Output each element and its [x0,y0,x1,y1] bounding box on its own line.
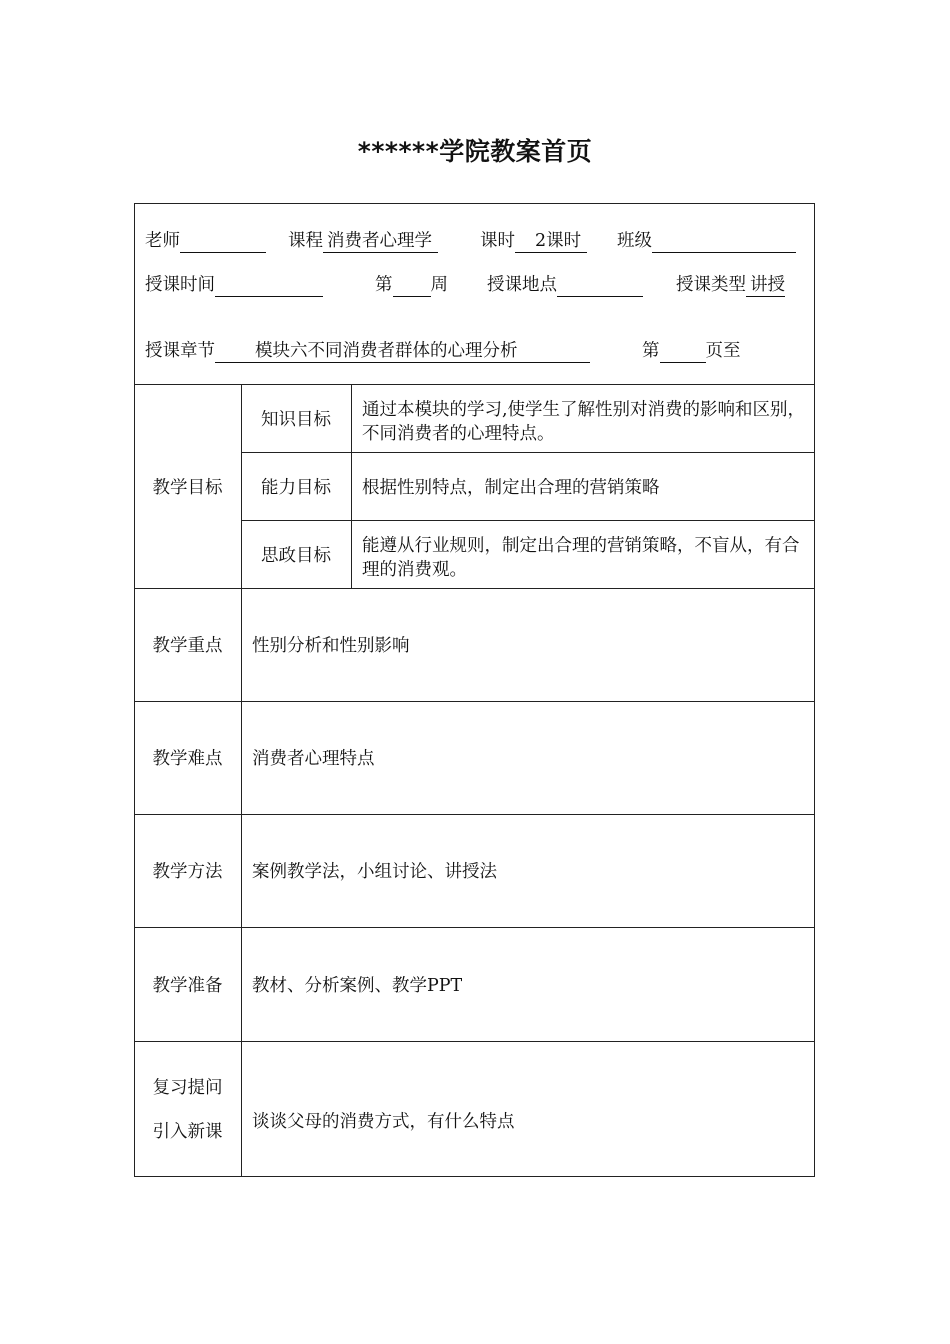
time-field [145,273,323,297]
course-value[interactable]: 消费者心理学 [323,230,438,253]
page-suffix: 页至 [705,341,741,361]
divider [134,588,815,589]
preparation-label: 教学准备 [152,976,223,996]
header-row-3 [145,339,805,365]
type-label: 授课类型 [676,275,746,295]
divider [134,814,815,815]
divider [134,701,815,702]
divider [134,384,815,385]
teacher-value[interactable] [180,230,266,253]
chapter-field [145,339,590,363]
location-label: 授课地点 [487,275,557,295]
difficulties-text: 消费者心理特点 [252,749,375,769]
hours-label: 课时 [480,231,515,251]
objectives-label: 教学目标 [152,478,223,498]
chapter-label: 授课章节 [145,341,215,361]
time-label: 授课时间 [145,275,215,295]
objective-label-knowledge: 知识目标 [261,410,331,430]
class-value[interactable] [652,230,796,253]
type-value[interactable]: 讲授 [746,274,785,297]
objective-text-knowledge: 通过本模块的学习,使学生了解性别对消费的影响和区别，不同消费者的心理特点。 [362,400,806,444]
course-field [288,229,438,253]
methods-text: 案例教学法，小组讨论、讲授法 [252,862,497,882]
key-points-text: 性别分析和性别影响 [252,636,410,656]
preparation-text: 教材、分析案例、教学PPT [252,976,463,996]
hours-field [480,229,587,253]
page-field [642,339,741,363]
review-label-line1: 复习提问 [152,1078,223,1098]
hours-value[interactable]: 2课时 [515,230,587,253]
header-row-1 [145,229,805,255]
divider [134,1041,815,1042]
objective-text-ideology: 能遵从行业规则，制定出合理的营销策略，不盲从，有合理的消费观。 [362,536,800,580]
divider [241,452,815,453]
header-row-2 [145,273,815,299]
week-suffix: 周 [430,275,448,295]
class-label: 班级 [617,231,652,251]
page-value[interactable] [660,340,706,363]
review-text: 谈谈父母的消费方式，有什么特点 [252,1112,515,1132]
time-value[interactable] [215,274,323,297]
page-title: ******学院教案首页 [357,137,593,166]
location-field [487,273,643,297]
objective-label-ideology: 思政目标 [261,546,331,566]
week-value[interactable] [393,274,431,297]
difficulties-label: 教学难点 [152,749,223,769]
class-field [617,229,796,253]
divider [134,927,815,928]
teacher-field [145,229,266,253]
objective-label-ability: 能力目标 [261,478,331,498]
week-field [375,273,448,297]
location-value[interactable] [557,274,643,297]
key-points-label: 教学重点 [152,636,223,656]
type-field [676,273,785,297]
course-label: 课程 [288,231,323,251]
teacher-label: 老师 [145,231,180,251]
objective-text-ability: 根据性别特点，制定出合理的营销策略 [362,478,660,498]
review-label-line2: 引入新课 [152,1122,223,1142]
methods-label: 教学方法 [152,862,223,882]
chapter-value[interactable]: 模块六不同消费者群体的心理分析 [215,340,590,363]
divider [241,520,815,521]
divider [351,384,352,588]
page-prefix: 第 [642,341,660,361]
divider [241,384,242,1177]
week-prefix: 第 [375,275,393,295]
